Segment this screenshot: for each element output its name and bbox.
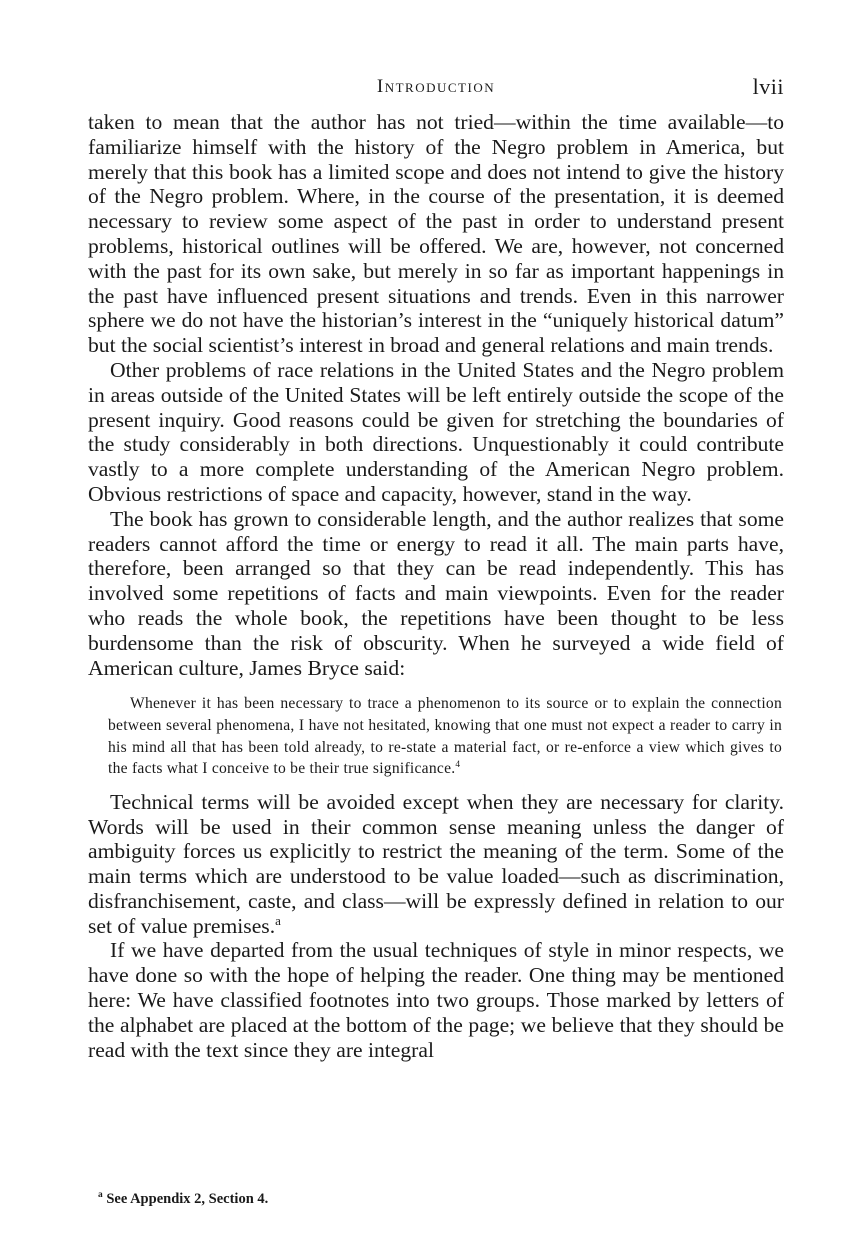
chapter-title: Introduction — [376, 76, 496, 97]
footnote-text: See Appendix 2, Section 4. — [106, 1191, 269, 1207]
block-quote — [88, 693, 784, 779]
paragraph-5: If we have departed from the usual techniques of style in minor respects, we have done so with the hope of helping the reader. One thing may be mentioned here: We have classified footnotes into two groups. Those marked by letters of the alphabet are placed at the bottom of the page; we believe that they should be read with the text since they are integral — [88, 938, 784, 1062]
quote-text: Whenever it has been necessary to trace a phenomenon to its source or to explain the connection between several phenomena, I have not hesitated, knowing that one must not expect a reader to carry in his mind all that has been told already, to re-state a material fact, or re-enforce a view which gives to the facts what I conceive to be their true significance. — [108, 695, 782, 778]
paragraph-4 — [88, 790, 784, 939]
page-number: lvii — [752, 74, 784, 99]
book-page — [88, 70, 784, 1062]
footnote-mark: a — [98, 1190, 103, 1201]
paragraph-4-text: Technical terms will be avoided except when they are necessary for clarity. Words will be used in their common sense meaning unless the danger of ambiguity forces us explicitly to restrict the meaning of the term. Some of the main terms which are understood to be value loaded—such as discrimination, disfranchisement, caste, and class—will be expressly defined in relation to our set of value premises. — [88, 789, 784, 938]
footnote-ref-4: 4 — [455, 759, 461, 770]
footnote — [98, 1191, 268, 1208]
paragraph-1: taken to mean that the author has not tried—within the time available—to familiarize himself with the history of the Negro problem in America, but merely that this book has a limited scope and does not intend to give the history of the Negro problem. Where, in the course of the presentation, it is deemed necessary to review some aspect of the past in order to understand present problems, historical outlines will be offered. We are, however, not concerned with the past for its own sake, but merely in so far as important happenings in the past have influenced present situations and trends. Even in this narrower sphere we do not have the historian’s interest in the “uniquely historical datum” but the social scientist’s interest in broad and general relations and main trends. — [88, 110, 784, 358]
paragraph-3: The book has grown to considerable length, and the author realizes that some readers cannot afford the time or energy to read it all. The main parts have, therefore, been arranged so that they can be read independently. This has involved some repetitions of facts and main viewpoints. Even for the reader who reads the whole book, the repetitions have been thought to be less burdensome than the risk of obscurity. When he surveyed a wide field of American culture, James Bryce said: — [88, 506, 784, 680]
footnote-ref-a: a — [275, 912, 281, 928]
body-text — [88, 110, 784, 1062]
running-head — [88, 70, 784, 110]
paragraph-2: Other problems of race relations in the United States and the Negro problem in areas outside of the United States will be left entirely outside the scope of the present inquiry. Good reasons could be given for stretching the boundaries of the study considerably in both directions. Unquestionably it could contribute vastly to a more complete understanding of the American Negro problem. Obvious restrictions of space and capacity, however, stand in the way. — [88, 357, 784, 506]
